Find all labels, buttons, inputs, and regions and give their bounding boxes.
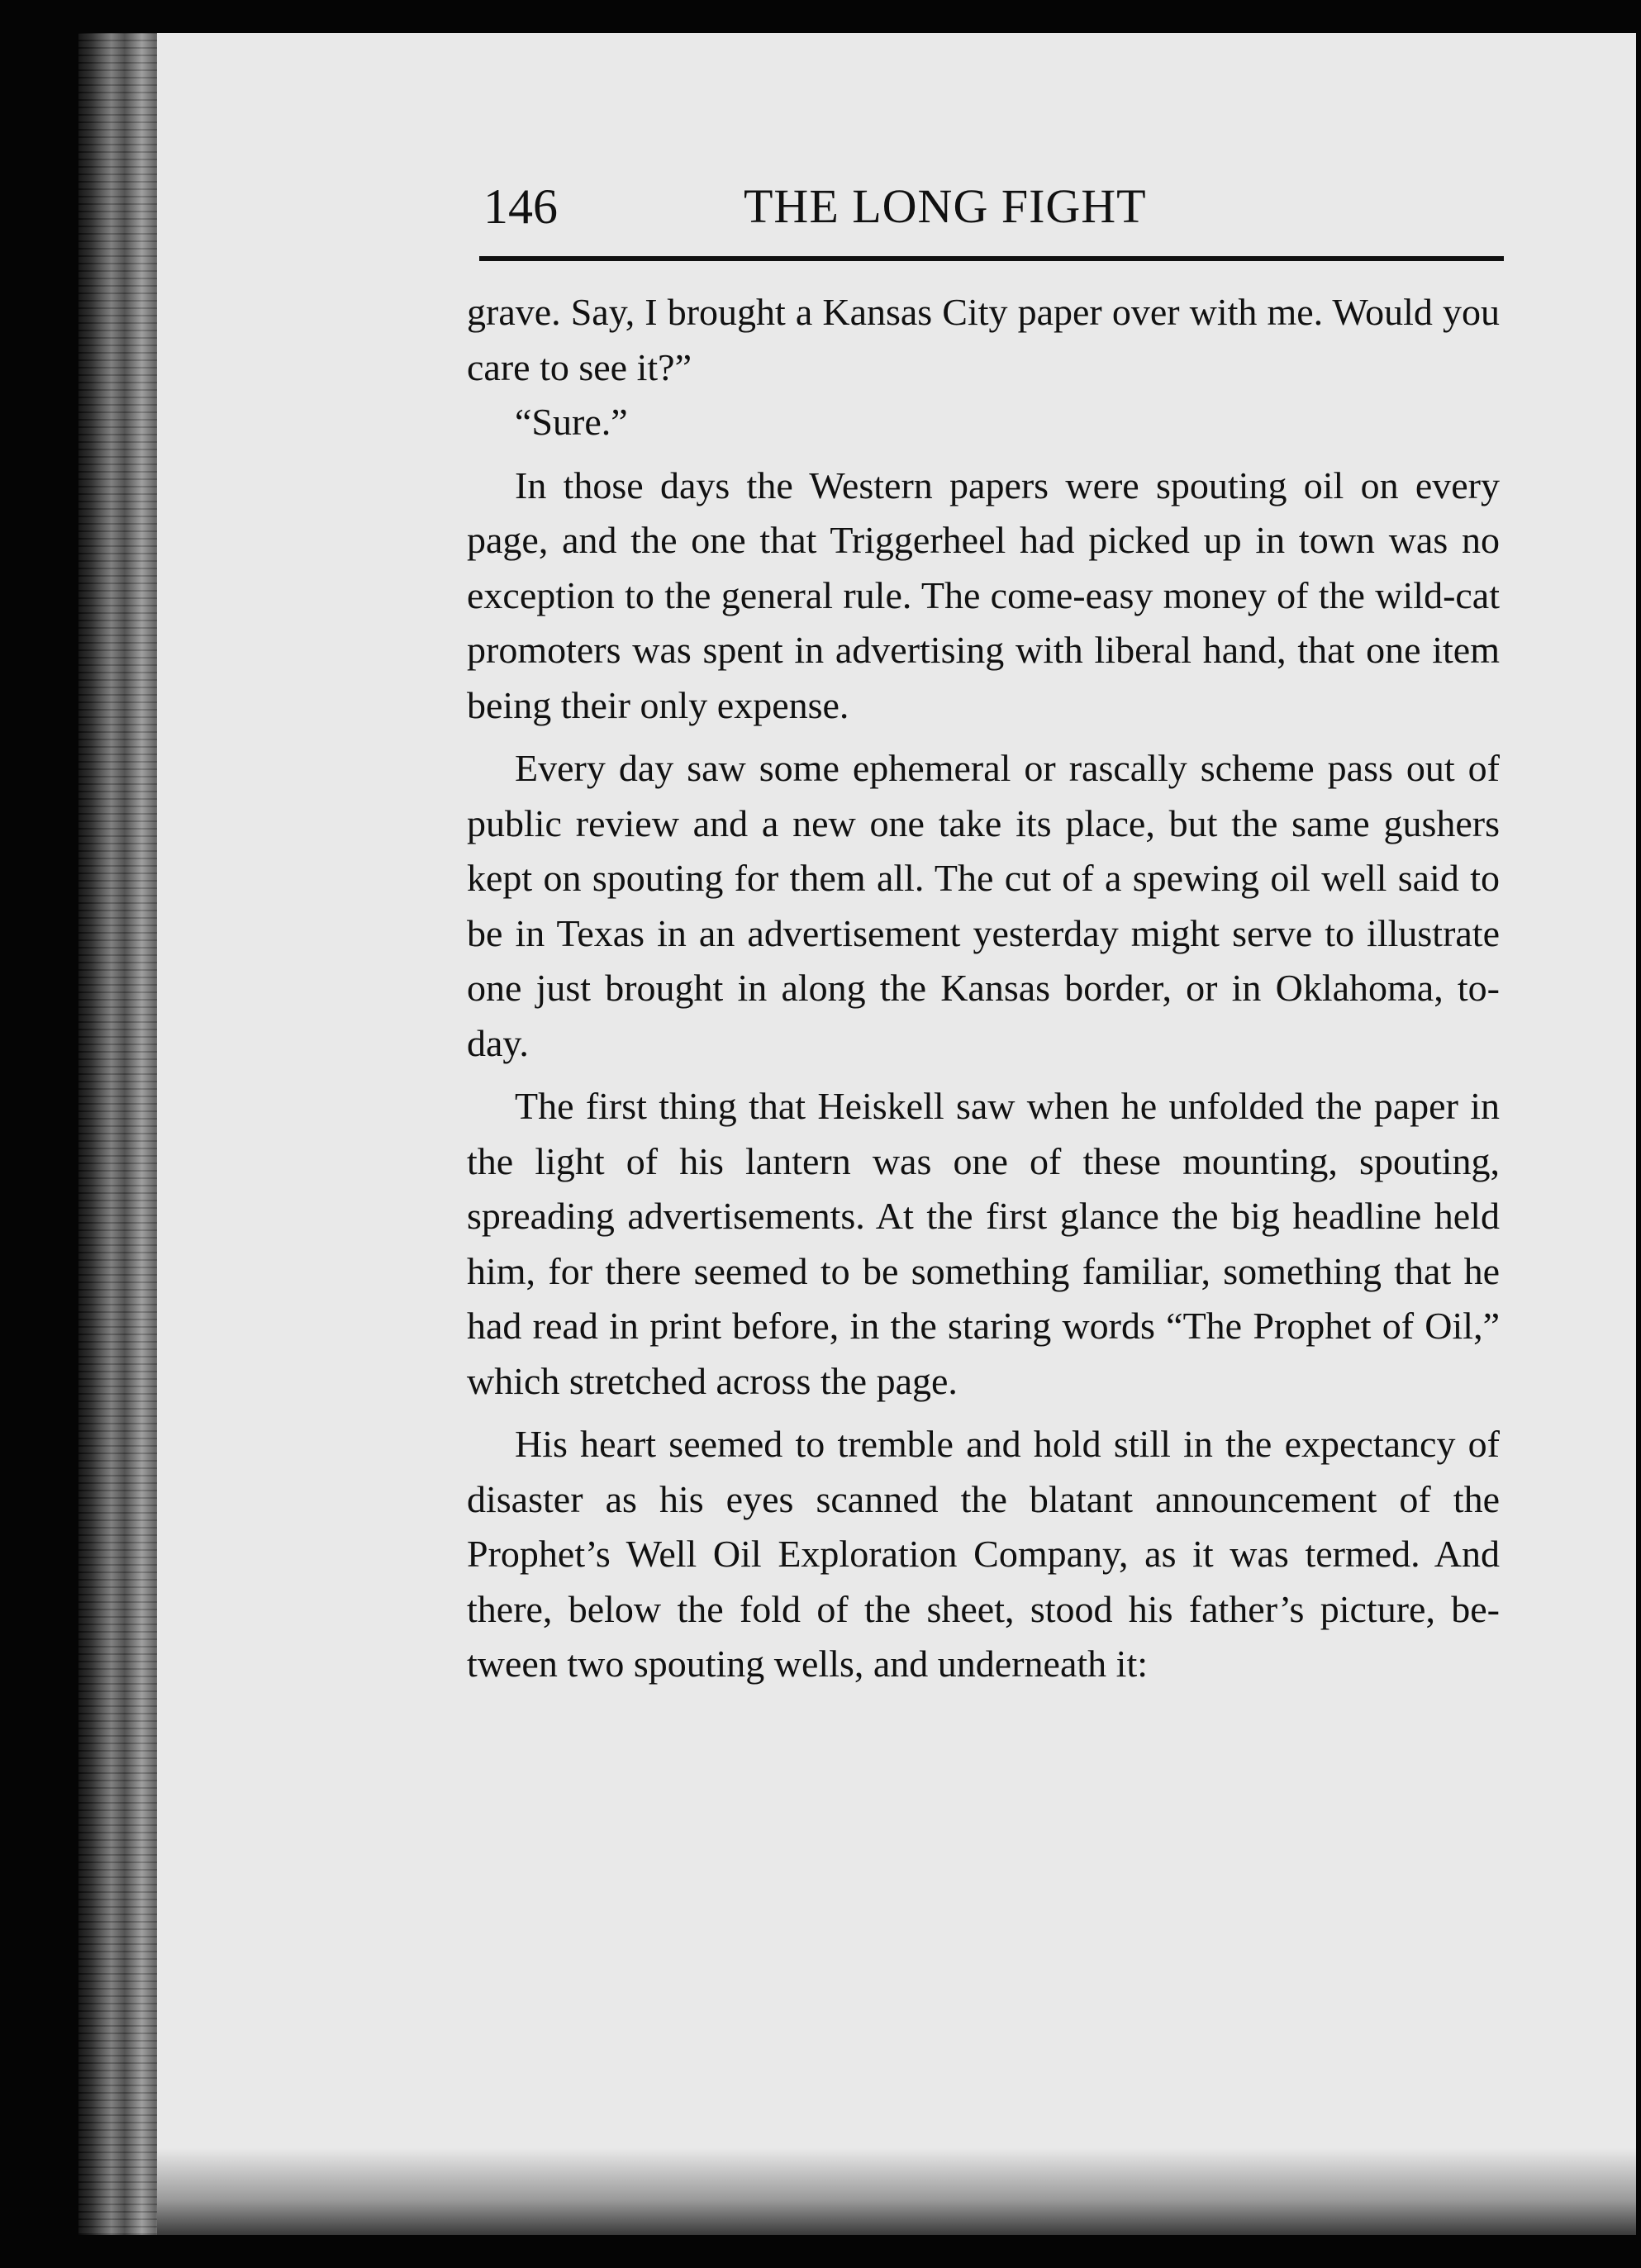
paragraph: Every day saw some ephemeral or rascally scheme pass out of public review and a new one take its place, but the same gushers kept on spouting for them all. The cut of a spewing oil well said to be in Texas in an advertisement yesterday might serve to illustrate one just brought in along the Kansas border, or in Oklahoma, to-day. [467,747,1500,1064]
paragraph: His heart seemed to tremble and hold still in the expectancy of disaster as his eyes scanned the blatant announcement of the Prophet’s Well Oil Exploration Company, as it was termed. And there, below the fold of the sheet, stood his father’s picture, between two spouting wells, and underneath it: [467,1423,1500,1685]
paragraph: “Sure.” [515,401,628,443]
paragraph: The first thing that Heiskell saw when he unfolded the paper in the light of his lantern was one of these mounting, spouting, spreading advertisements. At the first glance the big headline held him, for there seemed to be something familiar, something that he had read in print before, in the staring words “The Prophet of Oil,” which stretched across the page. [467,1085,1500,1402]
running-title: THE LONG FIGHT [744,179,1147,233]
page-number: 146 [483,179,558,234]
page-bottom-shadow [157,2148,1636,2235]
header-rule [479,256,1504,261]
running-head [450,174,1504,240]
paragraph: In those days the Western papers were spouting oil on every page, and the one that Triggerheel had picked up in town was no exception to the general rule. The come-easy money of the wild-cat promoters was spent in advertising with liberal hand, that one item being their only expense. [467,464,1500,726]
body-text [467,285,1500,1692]
paragraph: grave. Say, I brought a Kansas City paper over with me. Would you care to see it?” [467,291,1500,388]
page-content [450,174,1504,1685]
